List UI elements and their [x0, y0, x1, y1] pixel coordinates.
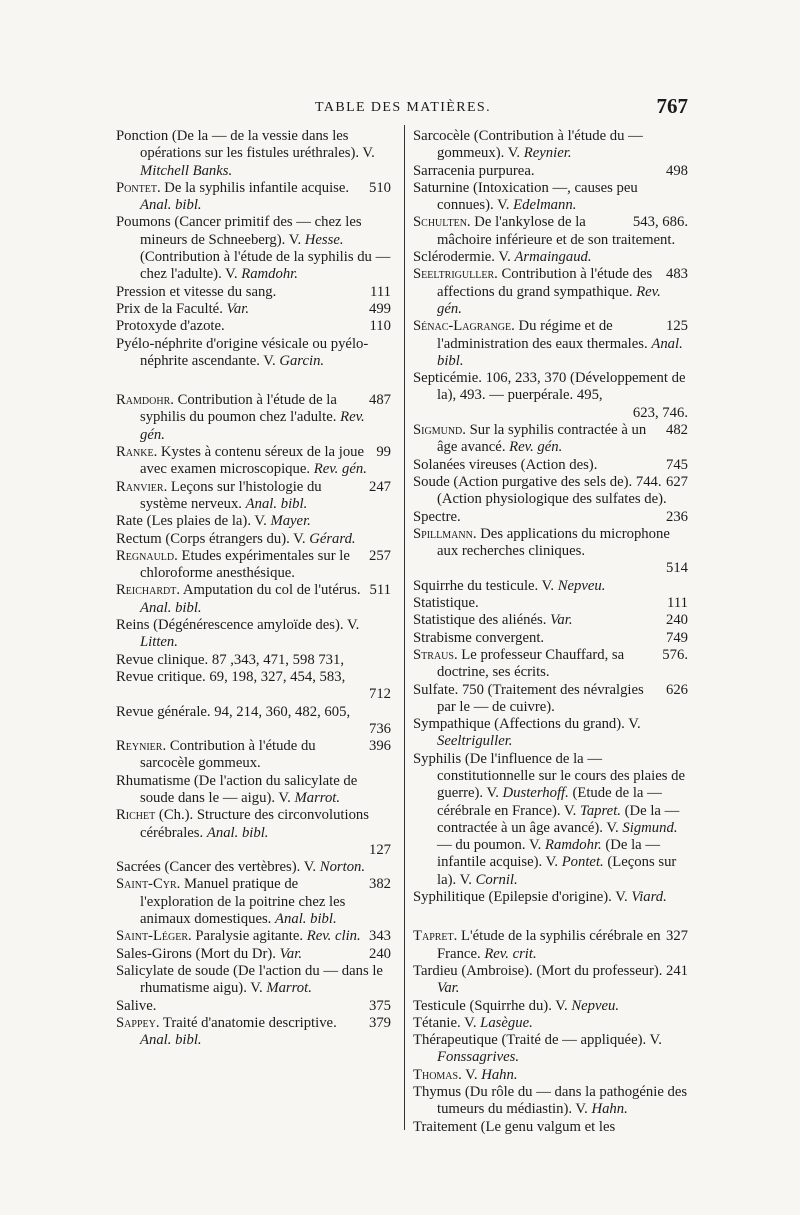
- index-entry: [413, 474, 688, 509]
- index-entry: [413, 630, 688, 647]
- entry-reference: Edelmann.: [513, 197, 577, 214]
- entry-text: (Contribution à l'étude de la syphilis du — chez l'adulte). V.: [140, 249, 391, 283]
- entry-reference: Fonssagrives.: [437, 1049, 520, 1066]
- page-header: [110, 94, 688, 122]
- entry-reference: Mitchell Banks.: [140, 162, 233, 179]
- entry-reference: Norton.: [319, 859, 366, 876]
- entry-pages: 712: [368, 686, 391, 703]
- entry-text: (Etude de la — cérébrale en France). V.: [437, 785, 662, 819]
- index-entry: [413, 526, 688, 578]
- entry-reference: Hesse.: [304, 231, 344, 248]
- entry-headword: er: [481, 266, 495, 283]
- index-entry: [413, 716, 688, 751]
- entry-pages: 745: [665, 456, 688, 473]
- entry-pages: 626: [665, 681, 688, 698]
- running-title: TABLE DES MATIÈRES.: [315, 100, 491, 115]
- index-entry: [116, 652, 391, 669]
- index-entry: [116, 859, 391, 876]
- entry-text: Poumons (Cancer primitif des — chez les mineurs de Schneeberg). V.: [116, 214, 362, 248]
- entry-pages: 396: [368, 738, 391, 755]
- entry-text: . Sur la syphilis contractée à un âge avancé.: [437, 422, 647, 456]
- entry-text: (De la — infantile acquise). V.: [437, 837, 661, 871]
- entry-text: Sympathique (Affections du grand). V.: [413, 716, 641, 733]
- entry-reference: Rev. gén.: [509, 439, 563, 456]
- entry-text: . De l'ankylose de la mâchoire inférieure et de son traitement.: [437, 214, 676, 248]
- entry-headword: Straus: [413, 646, 454, 663]
- entry-reference: Garcin.: [279, 352, 325, 369]
- entry-text: Rate (Les plaies de la). V.: [116, 513, 271, 530]
- index-entry: [116, 963, 391, 998]
- entry-headword: Schulten: [413, 214, 467, 231]
- entry-headword: Tapret: [413, 928, 454, 945]
- entry-pages: 343: [368, 928, 391, 945]
- entry-headword: Richet: [116, 807, 156, 824]
- entry-reference: Litten.: [140, 634, 178, 651]
- entry-text: — du poumon. V.: [437, 837, 545, 854]
- entry-text: . Etudes expérimentales sur le chloroforme anesthésique.: [140, 547, 350, 582]
- entry-pages: 111: [667, 595, 688, 612]
- column-divider: [404, 125, 405, 1130]
- entry-pages: 247: [368, 478, 391, 495]
- entry-pages: 543, 686.: [632, 214, 688, 231]
- index-entry: [116, 928, 391, 945]
- entry-text: Sacrées (Cancer des vertèbres). V.: [116, 859, 320, 876]
- index-entry: [413, 457, 688, 474]
- entry-headword: Ramdohr: [116, 392, 171, 409]
- index-entry: [116, 548, 391, 583]
- entry-text: Reins (Dégénérescence amyloïde des). V.: [116, 617, 360, 634]
- entry-reference: Rev. gén.: [313, 461, 367, 478]
- index-entry: [116, 773, 391, 808]
- entry-reference: Marrot.: [266, 980, 312, 997]
- entry-pages: 240: [368, 945, 391, 962]
- entry-reference: Pontet.: [561, 854, 604, 871]
- entry-reference: Var.: [279, 945, 303, 962]
- entry-reference: Cornil.: [475, 871, 518, 888]
- index-entry: [413, 963, 688, 998]
- entry-pages: 487: [368, 392, 391, 409]
- entry-text: Testicule (Squirrhe du). V.: [413, 997, 572, 1014]
- entry-pages: 111: [370, 283, 391, 300]
- entry-pages: 482: [665, 422, 688, 439]
- entry-headword: Reichardt: [116, 582, 177, 599]
- entry-pages: 257: [368, 547, 391, 564]
- entry-pages: 240: [665, 612, 688, 629]
- entry-headword: Reynier: [116, 738, 163, 755]
- entry-pages: 127: [368, 841, 391, 858]
- entry-text: (Ch.). Structure des circonvolutions cérébrales.: [140, 807, 369, 841]
- entry-reference: Viard.: [631, 889, 667, 906]
- entry-text: . Le professeur Chauffard, sa doctrine, ses écrits.: [437, 646, 625, 681]
- entry-pages: 511: [369, 582, 391, 599]
- index-entry: [413, 1067, 688, 1084]
- index-entry: [413, 163, 688, 180]
- entry-text: . L'étude de la syphilis cérébrale en France.: [437, 928, 661, 962]
- entry-text: (De la — de la vessie dans les opérations sur les fistules uréthrales). V.: [140, 128, 375, 162]
- entry-text: Tardieu (Ambroise). (Mort du professeur).: [413, 962, 663, 979]
- index-entry: [413, 318, 688, 370]
- index-entry: [413, 998, 688, 1015]
- entry-text: Thymus (Du rôle du — dans la pathogénie des tumeurs du médiastin). V.: [413, 1084, 688, 1118]
- entry-reference: Hahn.: [481, 1066, 518, 1083]
- entry-text: . Contribution à l'étude des affections du grand sympathique.: [437, 266, 653, 300]
- index-entry: [413, 928, 688, 963]
- index-entry: [116, 582, 391, 617]
- entry-reference: Reynier.: [523, 145, 572, 162]
- index-entry: [116, 444, 391, 479]
- entry-text: Ponction: [116, 128, 169, 144]
- index-entry: [116, 214, 391, 283]
- entry-reference: Var.: [437, 980, 460, 997]
- entry-headword: Sigmund: [413, 422, 463, 439]
- entry-reference: Anal. bibl.: [140, 1032, 202, 1049]
- entry-reference: Hahn.: [591, 1101, 628, 1118]
- entry-reference: Ramdohr.: [545, 837, 602, 854]
- entry-headword: Ranke: [116, 444, 154, 461]
- entry-headword: Thomas: [413, 1066, 459, 1083]
- index-entry: [413, 422, 688, 457]
- index-entry: [413, 370, 688, 422]
- entry-pages: 99: [376, 444, 391, 461]
- entry-text: Prix de la Faculté.: [116, 300, 227, 317]
- index-entry: [116, 807, 391, 859]
- entry-reference: Nepveu.: [571, 997, 620, 1014]
- index-entry: [413, 647, 688, 682]
- entry-text: Tétanie. V.: [413, 1014, 481, 1031]
- index-entry: [116, 1015, 391, 1050]
- entry-text: . De la syphilis infantile acquise.: [156, 179, 350, 196]
- entry-text: Sulfate. 750 (Traitement des névralgies par le — de cuivre).: [413, 681, 644, 715]
- index-entry: [116, 617, 391, 652]
- index-entry: [116, 392, 391, 444]
- entry-text: Syphilitique (Epilepsie d'origine). V.: [413, 889, 632, 906]
- entry-reference: Ramdohr.: [241, 266, 298, 283]
- index-entry: [116, 738, 391, 773]
- entry-reference: Gérard.: [309, 530, 356, 547]
- entry-reference: Tapret.: [580, 802, 621, 819]
- entry-pages: 382: [368, 876, 391, 893]
- entry-reference: Armaingaud.: [514, 249, 592, 266]
- index-entry: [413, 682, 688, 717]
- entry-text: Salive.: [116, 997, 157, 1014]
- entry-reference: Rev. crit.: [484, 945, 537, 962]
- entry-text: Rhumatisme (De l'action du salicylate de soude dans le — aigu). V.: [116, 772, 358, 806]
- entry-text: Protoxyde d'azote.: [116, 318, 225, 335]
- entry-headword: Saint-Cyr: [116, 876, 177, 893]
- entry-text: . Contribution à l'étude de la syphilis du poumon chez l'adulte.: [140, 392, 341, 426]
- entry-pages: 623, 746.: [632, 404, 688, 421]
- index-entry: [413, 578, 688, 595]
- entry-headword: Seeltrigull: [413, 266, 482, 283]
- entry-reference: Rev. gén.: [437, 283, 661, 317]
- entry-reference: Rev. clin.: [306, 928, 361, 945]
- entry-reference: Anal. bibl.: [140, 197, 202, 214]
- entry-text: Soude (Action purgative des sels de). 744. (Action physiologique des sulfates de).: [413, 473, 667, 508]
- entry-pages: 241: [665, 962, 688, 979]
- index-entry: [116, 946, 391, 963]
- index-entry: [116, 180, 391, 215]
- entry-headword: Sappey: [116, 1014, 156, 1031]
- index-entry: [413, 1084, 688, 1119]
- entry-text: Salicylate de soude (De l'action du — dans le rhumatisme aigu). V.: [116, 962, 383, 997]
- entry-text: Syphilis (De l'influence de la — constitutionnelle sur le cours des plaies de guerre). V.: [413, 750, 685, 802]
- entry-text: . Des applications du microphone aux recherches cliniques.: [437, 525, 670, 560]
- index-entry: [116, 318, 391, 335]
- entry-text: Rectum (Corps étrangers du). V.: [116, 530, 310, 547]
- index-entry: [116, 336, 391, 371]
- entry-reference: Sigmund.: [622, 819, 678, 836]
- entry-headword: Spillmann: [413, 525, 473, 542]
- index-entry: [413, 612, 688, 629]
- entry-text: Statistique.: [413, 595, 479, 612]
- entry-text: . V.: [458, 1066, 482, 1083]
- entry-text: Traitement (Le genu valgum et les: [413, 1118, 616, 1135]
- index-entry: [413, 751, 688, 889]
- entry-reference: Anal. bibl.: [437, 335, 683, 369]
- entry-text: Sarracenia purpurea.: [413, 162, 535, 179]
- entry-reference: Dusterhoff.: [502, 785, 569, 802]
- entry-text: Sclérodermie. V.: [413, 249, 515, 266]
- index-entry: [116, 669, 391, 704]
- entry-text: Squirrhe du testicule. V.: [413, 577, 558, 594]
- entry-text: Saturnine (Intoxication —, causes peu connues). V.: [413, 179, 638, 214]
- entry-pages: 379: [368, 1014, 391, 1031]
- index-entry: [413, 1119, 688, 1136]
- entry-text: Pression et vitesse du sang.: [116, 283, 277, 300]
- entry-reference: Var.: [550, 612, 573, 629]
- index-entry: [116, 479, 391, 514]
- entry-headword: Regnauld: [116, 547, 175, 564]
- entry-text: Strabisme convergent.: [413, 629, 545, 646]
- entry-text: Thérapeutique (Traité de — appliquée). V.: [413, 1032, 662, 1049]
- entry-text: . Traité d'anatomie descriptive.: [155, 1014, 337, 1031]
- entry-text: . Manuel pratique de l'exploration de la poitrine chez les animaux domestiques.: [140, 876, 346, 928]
- entry-text: . Contribution à l'étude du sarcocèle gommeux.: [140, 738, 316, 772]
- index-entry: [116, 876, 391, 928]
- entry-pages: 498: [665, 162, 688, 179]
- entry-text: Statistique des aliénés.: [413, 612, 551, 629]
- entry-reference: Seeltriguller.: [437, 733, 513, 750]
- entry-pages: 576.: [662, 646, 688, 663]
- entry-headword: Saint-Léger: [116, 928, 189, 945]
- entry-reference: Var.: [226, 300, 249, 317]
- index-entry: [413, 595, 688, 612]
- index-entry: [116, 284, 391, 301]
- entry-text: (De la — contractée à un âge avancé). V.: [437, 802, 680, 836]
- entry-headword: Sénac-Lagrange: [413, 318, 512, 335]
- entry-pages: 327: [665, 928, 688, 945]
- index-entry: [413, 1032, 688, 1067]
- entry-pages: 749: [665, 629, 688, 646]
- entry-text: Spectre.: [413, 508, 461, 525]
- entry-text: . Amputation du col de l'utérus.: [176, 582, 361, 599]
- entry-pages: 110: [369, 318, 391, 335]
- index-entry: [413, 889, 688, 906]
- entry-reference: Lasègue.: [480, 1014, 533, 1031]
- index-entry: [413, 214, 688, 249]
- entry-reference: Nepveu.: [557, 577, 606, 594]
- index-entry: [116, 513, 391, 530]
- entry-pages: 483: [665, 266, 688, 283]
- left-column: [116, 128, 391, 1049]
- index-entry: [116, 301, 391, 318]
- entry-text: Solanées vireuses (Action des).: [413, 456, 598, 473]
- entry-text: Sarcocèle (Contribution à l'étude du — gommeux). V.: [413, 128, 643, 162]
- right-column: [413, 128, 688, 1136]
- entry-pages: 125: [665, 318, 688, 335]
- entry-text: Revue critique. 69, 198, 327, 454, 583,: [116, 668, 346, 685]
- entry-reference: Anal. bibl.: [140, 599, 202, 616]
- index-entry: [413, 180, 688, 215]
- entry-text: (Leçons sur la). V.: [437, 854, 677, 888]
- entry-text: Revue générale. 94, 214, 360, 482, 605,: [116, 703, 351, 720]
- entry-pages: 375: [368, 997, 391, 1014]
- entry-pages: 627: [665, 473, 688, 490]
- entry-reference: Rev. gén.: [140, 409, 365, 443]
- entry-text: . Leçons sur l'histologie du système nerveux.: [140, 478, 322, 512]
- entry-text: . Paralysie agitante.: [188, 928, 307, 945]
- entry-text: Septicémie. 106, 233, 370 (Développement de la), 493. — puerpérale. 495,: [413, 370, 686, 404]
- page-number: 767: [656, 94, 688, 118]
- entry-pages: 736: [368, 720, 391, 737]
- index-entry: [116, 704, 391, 739]
- index-entry: [413, 266, 688, 318]
- entry-text: . Kystes à contenu séreux de la joue avec examen microscopique.: [140, 444, 365, 478]
- entry-text: . Du régime et de l'administration des eaux thermales.: [437, 318, 652, 352]
- entry-headword: Pontet: [116, 179, 157, 196]
- entry-pages: 236: [665, 508, 688, 525]
- entry-pages: 499: [368, 300, 391, 317]
- index-entry: [116, 531, 391, 548]
- entry-pages: 514: [665, 560, 688, 577]
- entry-reference: Anal. bibl.: [245, 495, 308, 512]
- entry-text: Revue clinique. 87 ,343, 471, 598 731,: [116, 651, 345, 668]
- entry-reference: Mayer.: [270, 513, 311, 530]
- entry-reference: Anal. bibl.: [275, 911, 337, 928]
- index-entry: [116, 998, 391, 1015]
- index-entry: [413, 128, 688, 163]
- entry-reference: Anal. bibl.: [206, 824, 269, 841]
- index-entry: [413, 509, 688, 526]
- entry-pages: 510: [368, 179, 391, 196]
- entry-reference: Marrot.: [294, 789, 341, 806]
- index-entry: [116, 128, 391, 180]
- entry-headword: Ranvier: [116, 478, 164, 495]
- index-entry: [413, 249, 688, 266]
- index-entry: [413, 1015, 688, 1032]
- entry-text: Sales-Girons (Mort du Dr).: [116, 945, 280, 962]
- entry-text: Pyélo-néphrite d'origine vésicale ou pyélo-néphrite ascendante. V.: [116, 335, 369, 369]
